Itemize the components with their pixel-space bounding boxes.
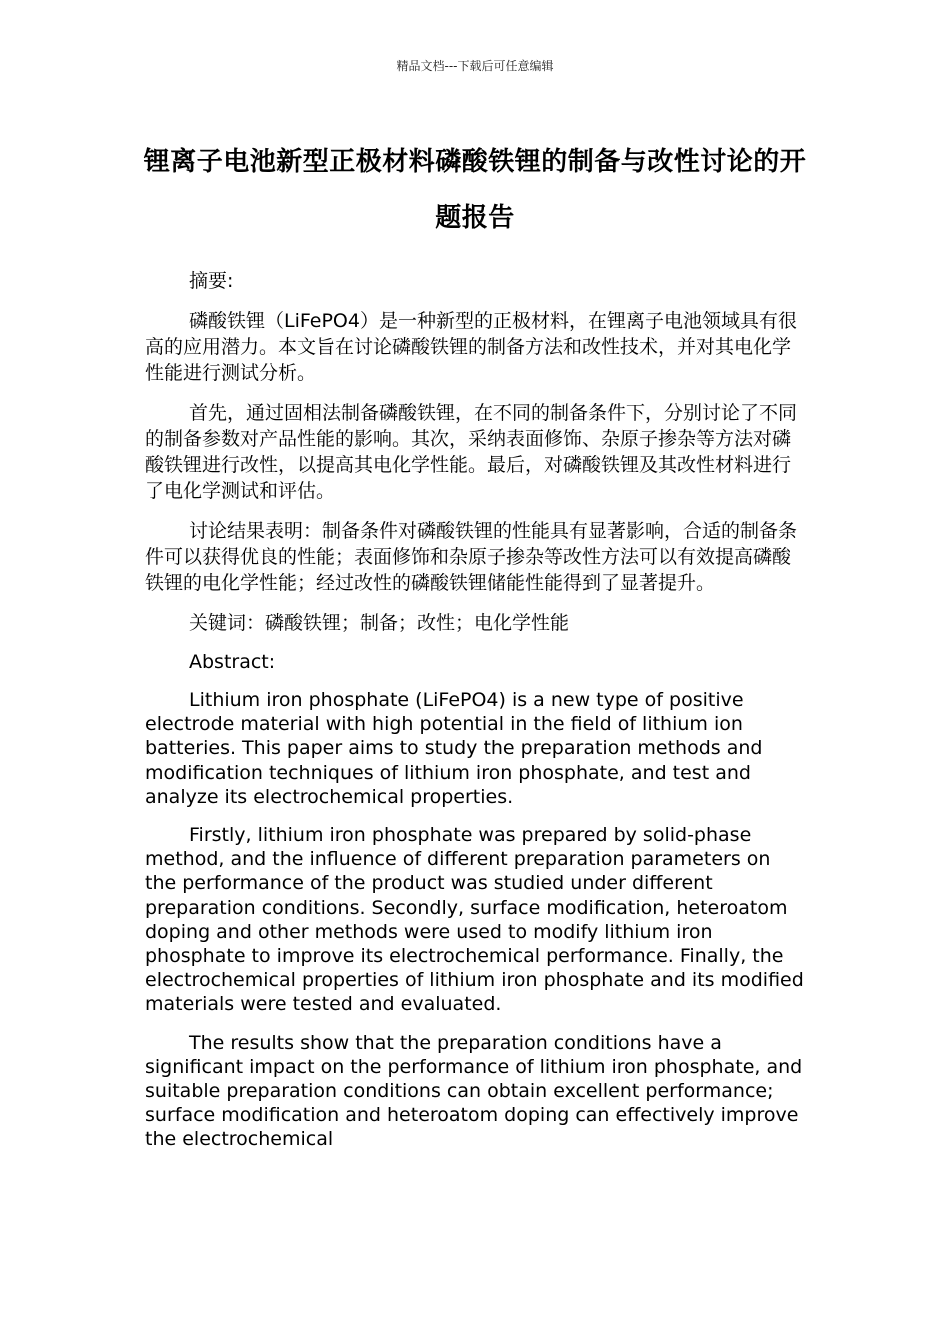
chinese-abstract-heading: 摘要: <box>189 270 234 292</box>
chinese-abstract-paragraph: 磷酸铁锂（LiFePO4）是一种新型的正极材料，在锂离子电池领域具有很高的应用潜力。本文旨在讨论磷酸铁锂的制备方法和改性技术，并对其电化学性能进行测试分析。 <box>145 310 797 384</box>
english-abstract-paragraph: Firstly, lithium iron phosphate was prepared by solid-phase method, and the influence of different preparation parameters on the performance of the product was studied under different preparation conditions. Secondly, surface modification, heteroatom doping and other methods were used to modify lithium iron phosphate to improve its electrochemical performance. Finally, the electrochemical properties of lithium iron phosphate and its modified materials were tested and evaluated. <box>145 824 804 1016</box>
document-body <box>145 268 807 1166</box>
english-abstract-paragraph: The results show that the preparation conditions have a significant impact on the performance of lithium iron phosphate, and suitable preparation conditions can obtain excellent performance; surface modification and heteroatom doping can effectively improve the electrochemical <box>145 1031 803 1151</box>
english-abstract-heading: Abstract: <box>189 651 276 673</box>
chinese-keywords: 关键词：磷酸铁锂；制备；改性；电化学性能 <box>189 612 570 634</box>
english-abstract-paragraph: Lithium iron phosphate (LiFePO4) is a new type of positive electrode material with high potential in the field of lithium ion batteries. This paper aims to study the preparation methods and modification techniques of lithium iron phosphate, and test and analyze its electrochemical properties. <box>145 689 763 808</box>
chinese-abstract-paragraph: 讨论结果表明：制备条件对磷酸铁锂的性能具有显著影响，合适的制备条件可以获得优良的性能；表面修饰和杂原子掺杂等改性方法可以有效提高磷酸铁锂的电化学性能；经过改性的磷酸铁锂储能性能得到了显著提升。 <box>145 520 798 594</box>
chinese-abstract-paragraph: 首先，通过固相法制备磷酸铁锂，在不同的制备条件下，分别讨论了不同的制备参数对产品性能的影响。其次，采纳表面修饰、杂原子掺杂等方法对磷酸铁锂进行改性，以提高其电化学性能。最后，对磷酸铁锂及其改性材料进行了电化学测试和评估。 <box>145 402 798 502</box>
document-title: 锂离子电池新型正极材料磷酸铁锂的制备与改性讨论的开题报告 <box>143 147 807 233</box>
page-header-note: 精品文档---下载后可任意编辑 <box>396 59 554 73</box>
